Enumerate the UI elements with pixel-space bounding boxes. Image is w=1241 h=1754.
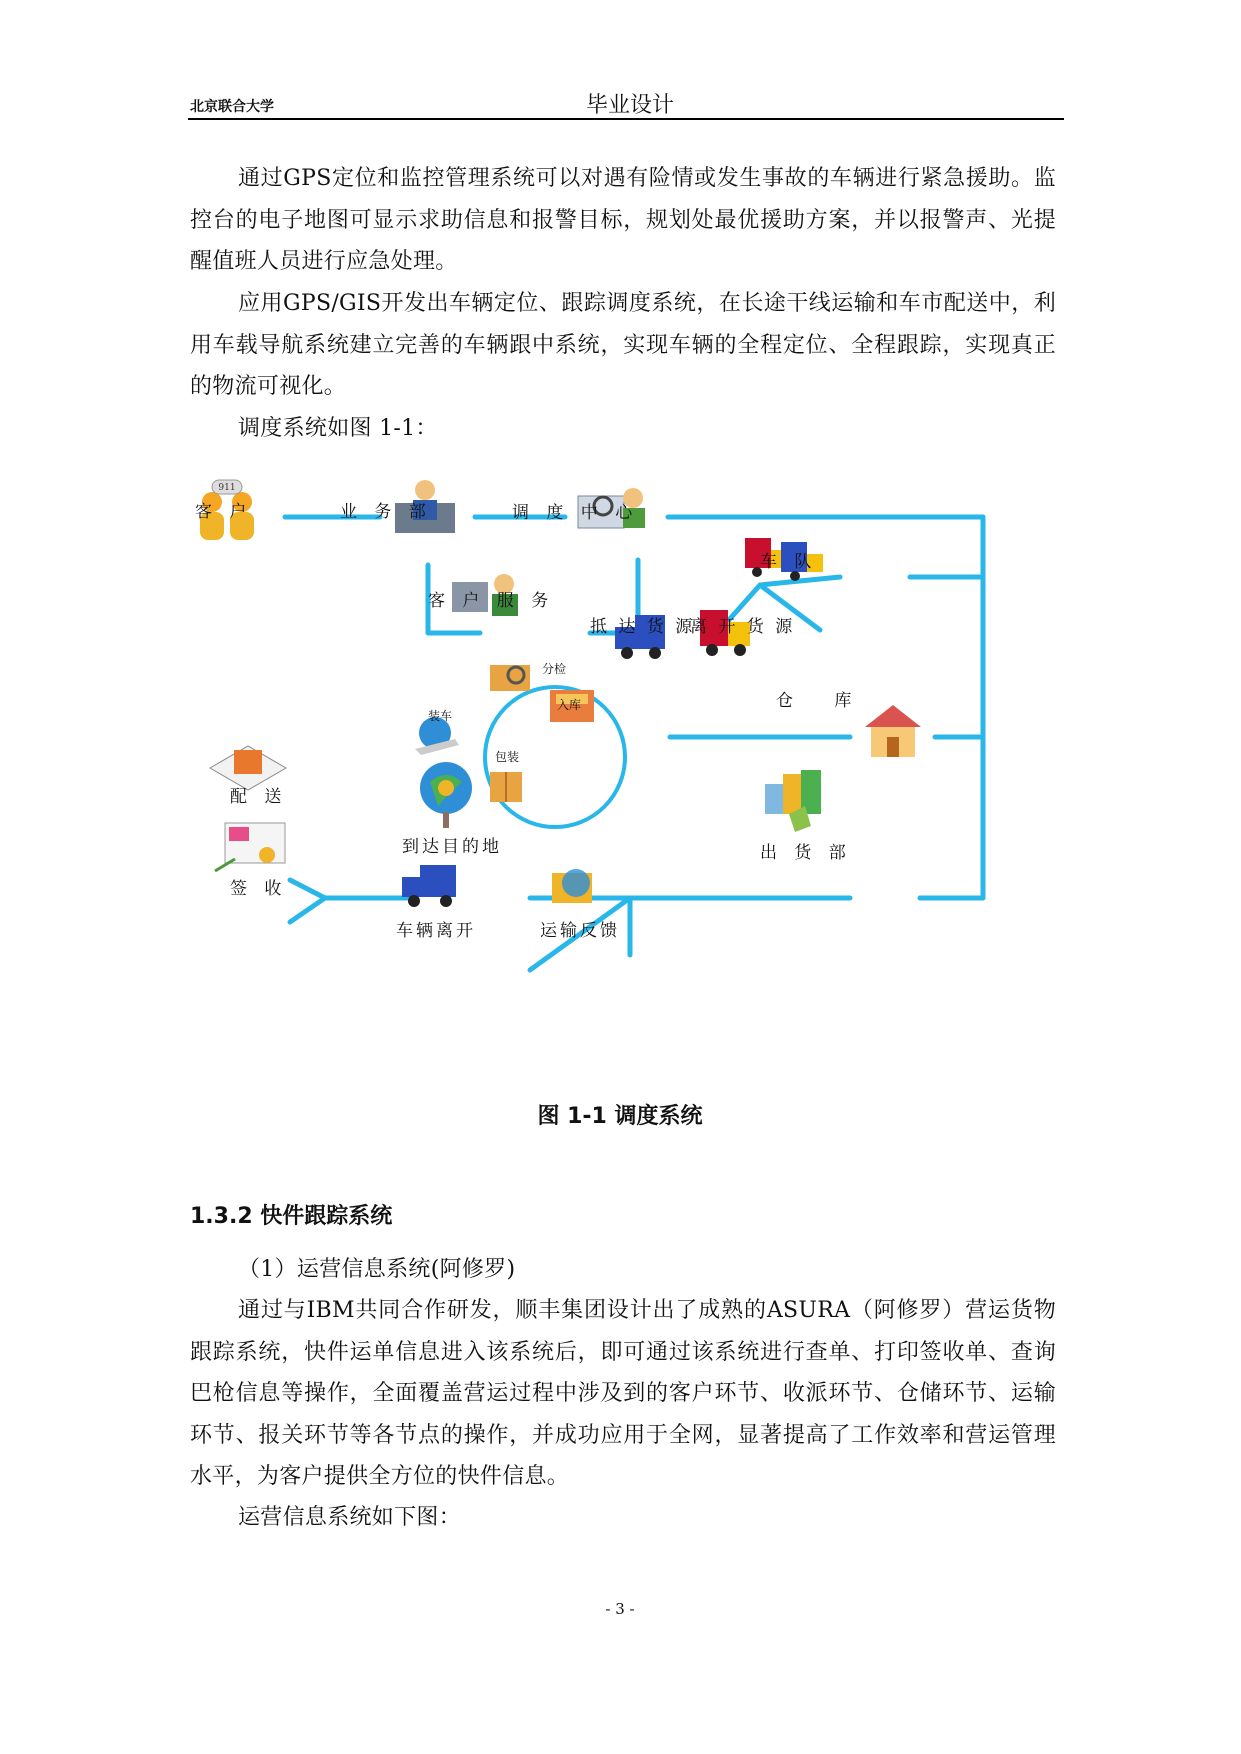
paragraph-item-1: （1）运营信息系统(阿修罗)	[238, 1257, 516, 1282]
label-fleet: 车 队	[760, 552, 818, 572]
label-shipping-dept: 出 货 部	[760, 843, 852, 863]
paragraph-figure-intro: 调度系统如图 1-1：	[238, 416, 438, 441]
header-rule	[188, 118, 1064, 120]
transport-feedback-icon	[552, 869, 592, 903]
header-university: 北京联合大学	[190, 99, 274, 115]
badge-911: 911	[218, 483, 236, 493]
page-number: - 3 -	[605, 1600, 635, 1618]
figure-caption: 图 1-1 调度系统	[537, 1104, 703, 1129]
label-arrive-source: 抵 达 货 源	[590, 617, 696, 637]
dispatch-system-diagram	[190, 470, 1010, 1050]
label-delivery: 配 送	[230, 787, 288, 807]
destination-globe-icon	[420, 762, 472, 828]
paragraph-gps-gis: 应用GPS/GIS开发出车辆定位、跟踪调度系统，在长途干线运输和车市配送中，利用车载导航系统建立完善的车辆跟中系统，实现车辆的全程定位、全程跟踪，实现真正的物流可视化。	[190, 291, 1056, 399]
label-load: 装车	[428, 709, 453, 723]
diagram-svg	[190, 470, 1010, 1050]
sign-icon	[215, 823, 285, 871]
label-dispatch-center: 调 度 中 心	[512, 503, 639, 523]
label-pack: 包装	[495, 750, 520, 764]
label-vehicle-leave: 车辆离开	[396, 921, 476, 941]
shipping-bags-icon	[765, 770, 821, 832]
label-sort: 分检	[542, 662, 567, 676]
label-leave-source: 离 开 货 源	[690, 617, 796, 637]
warehouse-icon	[865, 705, 921, 757]
label-sign: 签 收	[230, 879, 288, 899]
header-title: 毕业设计	[585, 93, 674, 118]
paragraph-gps-rescue: 通过GPS定位和监控管理系统可以对遇有险情或发生事故的车辆进行紧急援助。监控台的电子地图可显示求助信息和报警目标，规划处最优援助方案，并以报警声、光提醒值班人员进行应急处理。	[190, 166, 1056, 274]
label-warehouse: 仓 库	[776, 691, 870, 711]
label-customer-service: 客 户 服 务	[428, 591, 555, 611]
paragraph-asura: 通过与IBM共同合作研发，顺丰集团设计出了成熟的ASURA（阿修罗）营运货物跟踪系统，快件运单信息进入该系统后，即可通过该系统进行查单、打印签收单、查询巴枪信息等操作，全面覆盖营运过程中涉及到的客户环节、收派环节、仓储环节、运输环节、报关环节等各节点的操作，并成功应用于全网，显著提高了工作效率和营运管理水平，为客户提供全方位的快件信息。	[190, 1298, 1056, 1489]
label-transport-feedback: 运输反馈	[540, 921, 620, 941]
label-destination: 到达目的地	[402, 837, 502, 857]
sort-icon	[490, 665, 530, 691]
pack-icon	[490, 772, 522, 802]
section-heading: 1.3.2 快件跟踪系统	[190, 1204, 393, 1229]
paragraph-figure-intro-2: 运营信息系统如下图：	[238, 1505, 462, 1530]
vehicle-leave-truck-icon	[402, 865, 456, 907]
label-business-dept: 业 务 部	[340, 502, 432, 522]
label-customer: 客 户	[195, 502, 253, 522]
label-storage-in: 入库	[557, 698, 582, 712]
